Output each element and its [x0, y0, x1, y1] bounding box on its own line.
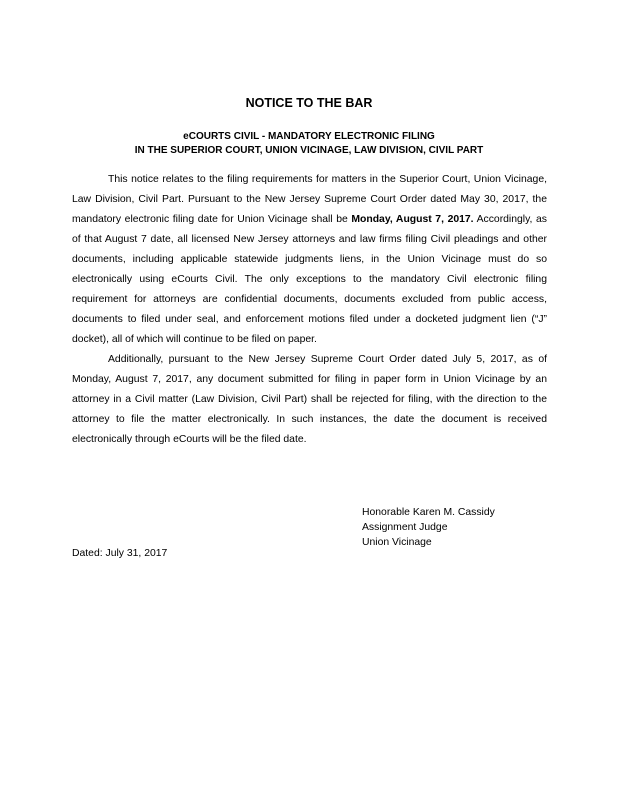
notice-title: NOTICE TO THE BAR — [245, 96, 373, 110]
signer-name: Honorable Karen M. Cassidy — [362, 507, 495, 518]
notice-body — [72, 170, 547, 450]
effective-date: Monday, August 7, 2017. — [351, 214, 474, 225]
paragraph-1-text-b: Accordingly, as of that August 7 date, all licensed New Jersey attorneys and law firms filing Civil pleadings and other documents, including applicable statewide judgments liens, in the Union Vicinage must do so electronically using eCourts Civil. The only exceptions to the mandatory Civil electronic filing requirement for attorneys are confidential documents, documents excluded from public access, documents to filed under seal, and enforcement motions filed under a docketed judgment lien (“J” docket), all of which will continue to be filed on paper. — [72, 214, 547, 345]
dated-line: Dated: July 31, 2017 — [72, 548, 168, 559]
paragraph-1 — [72, 170, 547, 350]
signature-block — [362, 505, 495, 550]
signer-position: Assignment Judge — [362, 522, 448, 533]
notice-subtitle — [0, 130, 618, 158]
paragraph-2: Additionally, pursuant to the New Jersey Supreme Court Order dated July 5, 2017, as of Monday, August 7, 2017, any document submitted for filing in paper form in Union Vicinage by an attorney in a Civil matter (Law Division, Civil Part) shall be rejected for filing, with the direction to the attorney to file the matter electronically. In such instances, the date the document is received electronically through eCourts will be the filed date. — [72, 354, 547, 445]
paragraph-1-text-a: This notice relates to the filing requirements for matters in the Superior Court, Union Vicinage, Law Division, Civil Part. Pursuant to the New Jersey Supreme Court Order dated May 30, 2017, the mandatory electronic filing date for Union Vicinage shall be — [72, 174, 547, 225]
subtitle-line-2: IN THE SUPERIOR COURT, UNION VICINAGE, LAW DIVISION, CIVIL PART — [134, 145, 484, 156]
signer-vicinage: Union Vicinage — [362, 537, 432, 548]
subtitle-line-1: eCOURTS CIVIL - MANDATORY ELECTRONIC FILING — [183, 131, 435, 142]
